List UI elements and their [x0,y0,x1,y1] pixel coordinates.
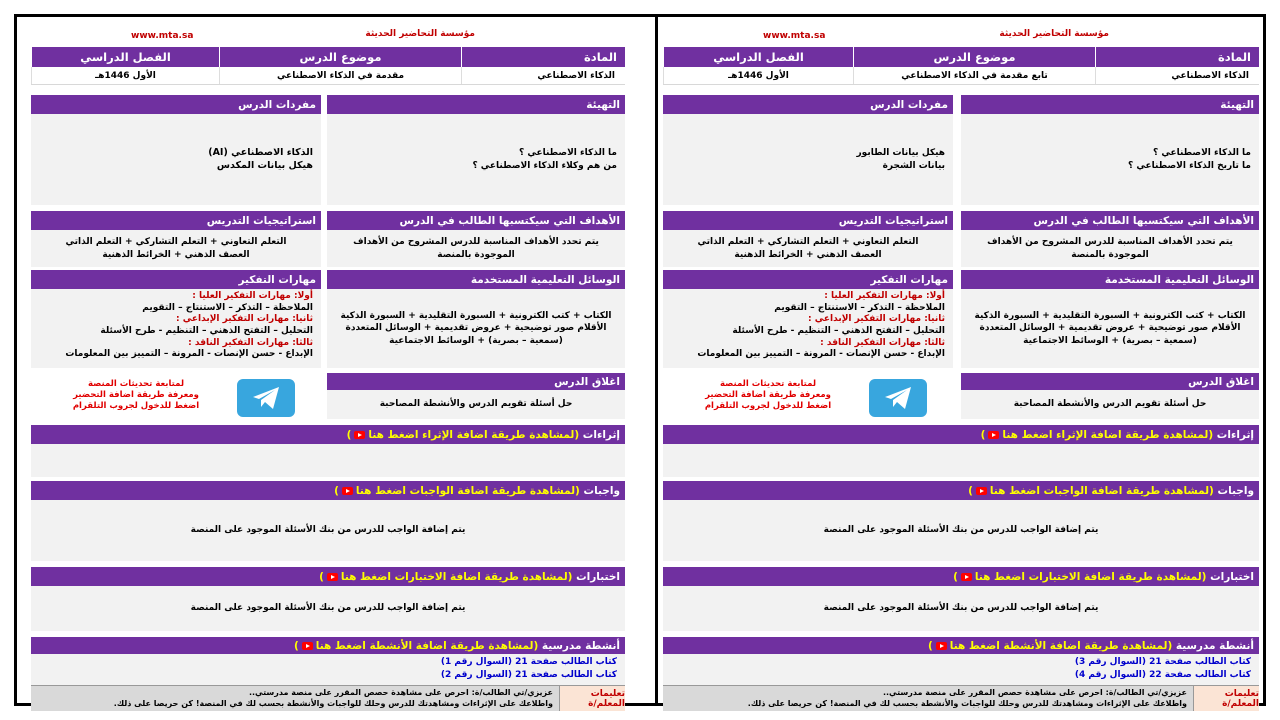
lesson-plan-right [663,17,1259,709]
vocab-box [663,95,953,205]
enrichment-body [663,444,1259,477]
thinking-skills-3: الإبداع - حسن الإنصات - المرونة – التمييز بين المعلومات [697,349,945,360]
page-header [31,21,625,45]
organization-name: مؤسسة التحاضير الحديثة [999,29,1109,39]
strategies-line-2: العصف الذهني + الخرائط الذهنية [102,249,250,260]
strategies-line-1: التعلم التعاوني + التعلم التشاركي + التعلم الذاتي [697,237,919,248]
semester-value: الأول 1446هـ [31,67,219,84]
thinking-heading-3: ثالثا: مهارات التفكير الناقد : [820,337,945,348]
tests-link[interactable]: (لمشاهدة طريقة اضافة الاختبارات اضغط هنا) [953,570,1207,583]
enrichment-link[interactable]: (لمشاهدة طريقة اضافة الإثراء اضغط هنا) [346,428,580,441]
topic-value: تابع مقدمة في الذكاء الاصطناعي [853,67,1095,84]
homework-title: واجبات [583,484,620,497]
closing-text: حل أسئلة تقويم الدرس والأنشطة المصاحبة [327,390,625,419]
enrichment-header [663,425,1259,444]
subject-value: الذكاء الاصطناعي [461,67,625,84]
thinking-skills-1: الملاحظة – التذكر – الاستنتاج – التقويم [142,302,313,313]
topic-label: موضوع الدرس [219,47,461,67]
thinking-box [31,270,321,368]
vocab-item-1: الذكاء الاصطناعي (AI) [208,146,313,158]
youtube-icon [936,642,947,650]
tools-line-2: الأقلام صور توضيحية + عروض تقديمية + الوسائل المتعددة [345,323,607,334]
telegram-icon [251,385,281,411]
teacher-notes [663,685,1259,711]
warmup-question-1: ما الذكاء الاصطناعي ؟ [1152,148,1251,159]
homework-text: يتم إضافة الواجب للدرس من بنك الأسئلة الموجود على المنصة [663,500,1259,561]
homework-header [31,481,625,500]
telegram-promo[interactable] [693,379,843,412]
thinking-heading-2: ثانيا: مهارات التفكير الإبداعي : [808,314,945,325]
youtube-icon [354,431,365,439]
tools-box [327,270,625,368]
tests-title: اختبارات [1210,570,1254,583]
tests-header [663,567,1259,586]
tests-header [31,567,625,586]
activities-header [31,637,625,654]
strategies-title: استراتيجيات التدريس [663,211,953,230]
topic-label: موضوع الدرس [853,47,1095,67]
activities-title: أنشطة مدرسية [1175,639,1254,652]
goals-box [327,211,625,267]
strategies-title: استراتيجيات التدريس [31,211,321,230]
closing-title: اغلاق الدرس [961,373,1259,390]
goals-title: الأهداف التي سيكتسبها الطالب في الدرس [961,211,1259,230]
warmup-question-2: ما تاريخ الذكاء الاصطناعي ؟ [1128,160,1251,171]
telegram-button[interactable] [869,379,927,417]
tools-line-1: الكتاب + كتب الكترونية + السبورة التقليدية + السبورة الذكية [340,311,612,322]
tests-link[interactable]: (لمشاهدة طريقة اضافة الاختبارات اضغط هنا) [319,570,573,583]
thinking-skills-3: الإبداع - حسن الإنصات - المرونة – التمييز بين المعلومات [65,349,313,360]
tools-title: الوسائل التعليمية المستخدمة [327,270,625,289]
warmup-box [327,95,625,205]
enrichment-box [31,425,625,477]
tests-text: يتم إضافة الواجب للدرس من بنك الأسئلة الموجود على المنصة [31,586,625,631]
activity-item-1: كتاب الطالب صفحة 21 (السوال رقم 3) [1074,657,1251,667]
activity-item-2: كتاب الطالب صفحة 21 (السوال رقم 2) [440,669,617,680]
notes-line-2: واطلاعك على الإثراءات ومشاهدتك للدرس وحلك للواجبات والأنشطة بحسب لك في المنصة! كن حريصا على ذلك. [747,698,1187,708]
closing-box [327,373,625,419]
page-divider [655,17,658,703]
youtube-icon [327,573,338,581]
enrichment-box [663,425,1259,477]
telegram-icon [883,385,913,411]
thinking-heading-1: أولا: مهارات التفكير العليا : [824,291,945,301]
info-value-row [663,67,1259,85]
homework-link[interactable]: (لمشاهدة طريقة اضافة الواجبات اضغط هنا) [968,484,1214,497]
tests-title: اختبارات [576,570,620,583]
activities-box [31,637,625,685]
enrichment-link[interactable]: (لمشاهدة طريقة اضافة الإثراء اضغط هنا) [980,428,1214,441]
document-frame [14,14,1266,709]
site-url[interactable]: www.mta.sa [763,31,826,41]
vocab-title: مفردات الدرس [31,95,321,114]
semester-value: الأول 1446هـ [663,67,853,84]
warmup-question-2: من هم وكلاء الذكاء الاصطناعي ؟ [472,160,617,171]
topic-value: مقدمة في الذكاء الاصطناعي [219,67,461,84]
thinking-heading-2: ثانيا: مهارات التفكير الإبداعي : [176,314,313,325]
info-header-row [663,47,1259,67]
promo-line-2: ومعرفة طريقة اضافة التحضير [73,390,199,401]
notes-line-1: عزيزي/تي الطالب/ة: احرص على مشاهدة حصص المقرر على منصة مدرستي.. [248,688,553,697]
tools-title: الوسائل التعليمية المستخدمة [961,270,1259,289]
homework-header [663,481,1259,500]
thinking-skills-2: التحليل – التفتح الذهني – التنظيم - طرح الأسئلة [100,326,313,337]
promo-line-1: لمتابعة تحديثات المنصة [719,379,817,389]
goals-text: يتم تحدد الأهداف المناسبة للدرس المشروح من الأهداف الموجودة بالمنصة [961,230,1259,267]
activity-item-1: كتاب الطالب صفحة 21 (السوال رقم 1) [440,657,617,667]
notes-line-1: عزيزي/تي الطالب/ة: احرص على مشاهدة حصص المقرر على منصة مدرستي.. [882,688,1187,697]
enrichment-header [31,425,625,444]
notes-line-2: واطلاعك على الإثراءات ومشاهدتك للدرس وحلك للواجبات والأنشطة بحسب لك في المنصة! كن حريصا على ذلك. [113,698,553,708]
thinking-heading-1: أولا: مهارات التفكير العليا : [192,291,313,301]
tools-line-3: (سمعية – بصرية) + الوسائط الاجتماعية [389,335,563,346]
subject-value: الذكاء الاصطناعي [1095,67,1259,84]
promo-line-1: لمتابعة تحديثات المنصة [87,379,185,389]
teacher-notes [31,685,625,711]
enrichment-title: إثراءات [1216,428,1254,441]
homework-link[interactable]: (لمشاهدة طريقة اضافة الواجبات اضغط هنا) [334,484,580,497]
vocab-title: مفردات الدرس [663,95,953,114]
vocab-box [31,95,321,205]
thinking-title: مهارات التفكير [31,270,321,289]
homework-title: واجبات [1217,484,1254,497]
info-value-row [31,67,625,85]
youtube-icon [342,487,353,495]
site-url[interactable]: www.mta.sa [131,31,194,41]
thinking-box [663,270,953,368]
closing-title: اغلاق الدرس [327,373,625,390]
promo-line-3: اضغط للدخول لجروب التلقرام [704,401,832,412]
activities-link[interactable]: (لمشاهدة طريقة اضافة الأنشطة اضغط هنا) [293,639,539,652]
subject-label: المادة [1095,47,1259,67]
thinking-skills-2: التحليل – التفتح الذهني – التنظيم - طرح الأسئلة [732,326,945,337]
homework-box [663,481,1259,561]
teacher-notes-label: تعليمات المعلم/ة [559,686,625,711]
tools-line-2: الأقلام صور توضيحية + عروض تقديمية + الوسائل المتعددة [979,323,1241,334]
telegram-button[interactable] [237,379,295,417]
goals-box [961,211,1259,267]
tools-line-1: الكتاب + كتب الكترونية + السبورة التقليدية + السبورة الذكية [974,311,1246,322]
page-header [663,21,1259,45]
closing-text: حل أسئلة تقويم الدرس والأنشطة المصاحبة [961,390,1259,419]
subject-label: المادة [461,47,625,67]
tests-box [31,567,625,631]
tools-box [961,270,1259,368]
tests-text: يتم إضافة الواجب للدرس من بنك الأسئلة الموجود على المنصة [663,586,1259,631]
youtube-icon [302,642,313,650]
semester-label: الفصل الدراسي [31,47,219,67]
teacher-notes-label: تعليمات المعلم/ة [1193,686,1259,711]
enrichment-title: إثراءات [582,428,620,441]
activities-header [663,637,1259,654]
activities-link[interactable]: (لمشاهدة طريقة اضافة الأنشطة اضغط هنا) [927,639,1173,652]
goals-text: يتم تحدد الأهداف المناسبة للدرس المشروح من الأهداف الموجودة بالمنصة [327,230,625,267]
activity-item-2: كتاب الطالب صفحة 22 (السوال رقم 4) [1074,669,1251,680]
warmup-title: التهيئة [327,95,625,114]
strategies-line-2: العصف الذهني + الخرائط الذهنية [734,249,882,260]
activities-box [663,637,1259,685]
activities-title: أنشطة مدرسية [541,639,620,652]
tools-line-3: (سمعية – بصرية) + الوسائط الاجتماعية [1023,335,1197,346]
warmup-question-1: ما الذكاء الاصطناعي ؟ [518,148,617,159]
promo-line-3: اضغط للدخول لجروب التلقرام [72,401,200,412]
telegram-promo[interactable] [61,379,211,412]
youtube-icon [976,487,987,495]
strategies-line-1: التعلم التعاوني + التعلم التشاركي + التعلم الذاتي [65,237,287,248]
thinking-title: مهارات التفكير [663,270,953,289]
strategies-box [663,211,953,267]
lesson-plan-left [31,17,625,709]
homework-text: يتم إضافة الواجب للدرس من بنك الأسئلة الموجود على المنصة [31,500,625,561]
promo-line-2: ومعرفة طريقة اضافة التحضير [705,390,831,401]
youtube-icon [961,573,972,581]
semester-label: الفصل الدراسي [663,47,853,67]
tests-box [663,567,1259,631]
closing-box [961,373,1259,419]
youtube-icon [988,431,999,439]
vocab-item-1: هيكل بيانات الطابور [856,148,945,159]
warmup-title: التهيئة [961,95,1259,114]
goals-title: الأهداف التي سيكتسبها الطالب في الدرس [327,211,625,230]
organization-name: مؤسسة التحاضير الحديثة [365,29,475,39]
homework-box [31,481,625,561]
thinking-heading-3: ثالثا: مهارات التفكير الناقد : [188,337,313,348]
vocab-item-2: هيكل بيانات المكدس [216,159,313,171]
warmup-box [961,95,1259,205]
info-header-row [31,47,625,67]
strategies-box [31,211,321,267]
thinking-skills-1: الملاحظة – التذكر – الاستنتاج – التقويم [774,302,945,313]
enrichment-body [31,444,625,477]
vocab-item-2: بيانات الشجرة [882,160,945,171]
